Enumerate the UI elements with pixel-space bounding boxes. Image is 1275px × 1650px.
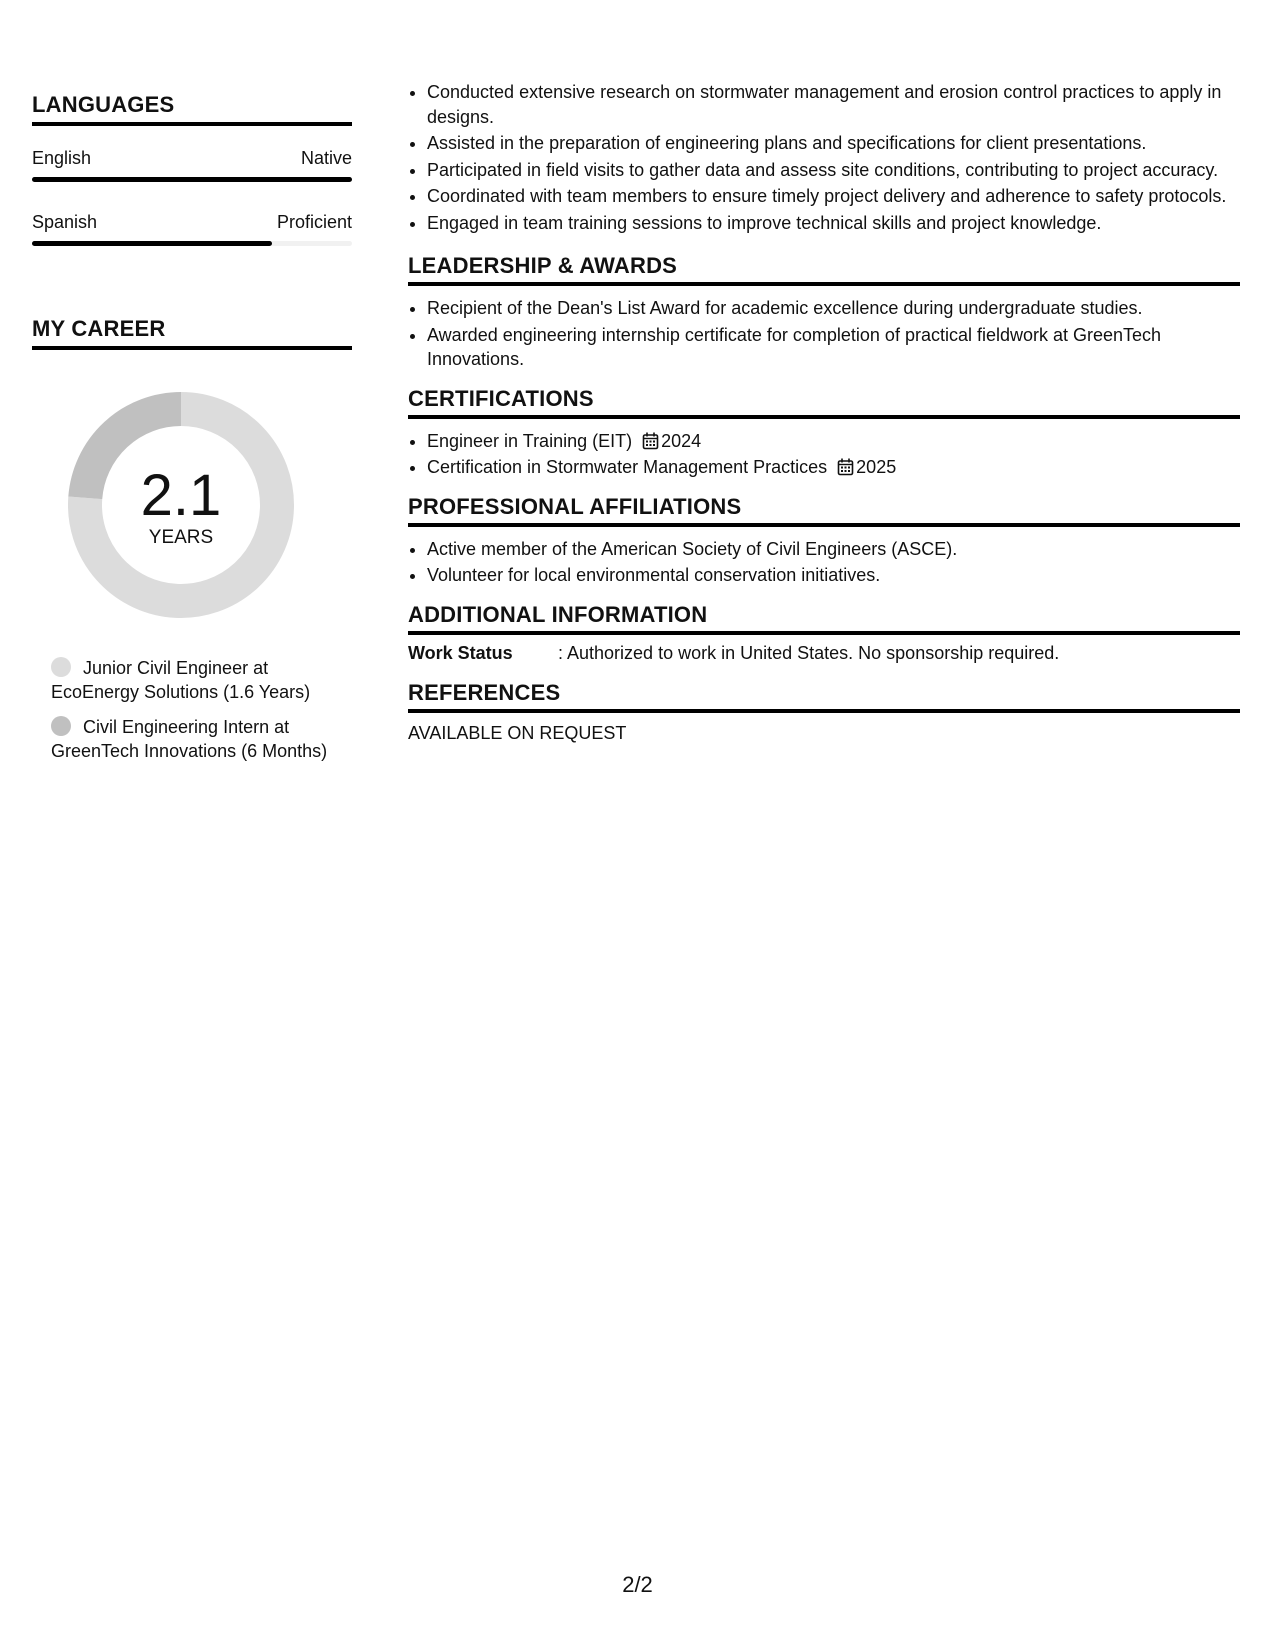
career-heading: MY CAREER [32,316,352,350]
affiliations-heading: PROFESSIONAL AFFILIATIONS [408,494,1240,527]
additional-info-heading: ADDITIONAL INFORMATION [408,602,1240,635]
legend-label: Civil Engineering Intern at GreenTech Innovations (6 Months) [51,717,328,761]
languages-heading: LANGUAGES [32,92,352,126]
language-item-spanish [32,212,352,246]
references-text: AVAILABLE ON REQUEST [408,722,627,743]
certification-name: Certification in Stormwater Management Practices [427,457,828,477]
affiliation-item: • Volunteer for local environmental conservation initiatives. [427,563,1240,588]
career-legend-item [51,715,341,763]
certification-name: Engineer in Training (EIT) [427,430,633,451]
legend-swatch [51,657,71,677]
career-legend-item [51,656,341,704]
language-level: Native [300,148,352,168]
career-total-unit: YEARS [148,527,214,548]
experience-bullet: • Coordinated with team members to ensure timely project delivery and adherence to safety protocols. [427,184,1240,209]
language-proficiency-fill [32,177,352,182]
certification-year: 2025 [856,457,897,477]
experience-bullet-list [408,80,1240,235]
language-item-english [32,148,352,182]
affiliations-list [408,537,1240,588]
experience-bullet: • Conducted extensive research on stormwater management and erosion control practices to apply in designs. [427,80,1240,129]
certification-item [427,429,1240,454]
affiliation-item: • Active member of the American Society of Civil Engineers (ASCE). [427,537,1240,562]
page-number: 2/2 [622,1572,653,1597]
leadership-item: • Awarded engineering internship certificate for completion of practical fieldwork at GreenTech Innovations. [427,323,1240,372]
experience-bullet: • Assisted in the preparation of engineering plans and specifications for client presentations. [427,131,1240,156]
certification-year: 2024 [661,430,702,451]
language-proficiency-bar [32,241,352,246]
calendar-icon [642,432,659,450]
references-heading: REFERENCES [408,680,1240,713]
experience-bullet: • Engaged in team training sessions to improve technical skills and project knowledge. [427,211,1240,236]
career-donut-chart [66,390,296,620]
legend-label: Junior Civil Engineer at EcoEnergy Solutions (1.6 Years) [51,658,311,702]
experience-bullet: • Participated in field visits to gather data and assess site conditions, contributing to project accuracy. [427,158,1240,183]
main-content [408,0,1240,744]
leadership-heading: LEADERSHIP & AWARDS [408,253,1240,286]
language-proficiency-fill [32,241,272,246]
sidebar [32,0,352,763]
career-total-years: 2.1 [140,463,222,528]
language-proficiency-bar [32,177,352,182]
leadership-list [408,296,1240,372]
certifications-list [408,429,1240,480]
work-status-key: Work Status [408,642,513,663]
leadership-item: • Recipient of the Dean's List Award for academic excellence during undergraduate studies. [427,296,1240,321]
certification-item [427,455,1240,480]
certifications-heading: CERTIFICATIONS [408,386,1240,419]
legend-swatch [51,716,71,736]
work-status-value: : Authorized to work in United States. No sponsorship required. [558,642,1060,663]
language-name: Spanish [32,212,98,232]
work-status-row [408,643,1240,664]
language-level: Proficient [276,212,352,232]
language-name: English [32,148,92,168]
calendar-icon [837,458,854,476]
